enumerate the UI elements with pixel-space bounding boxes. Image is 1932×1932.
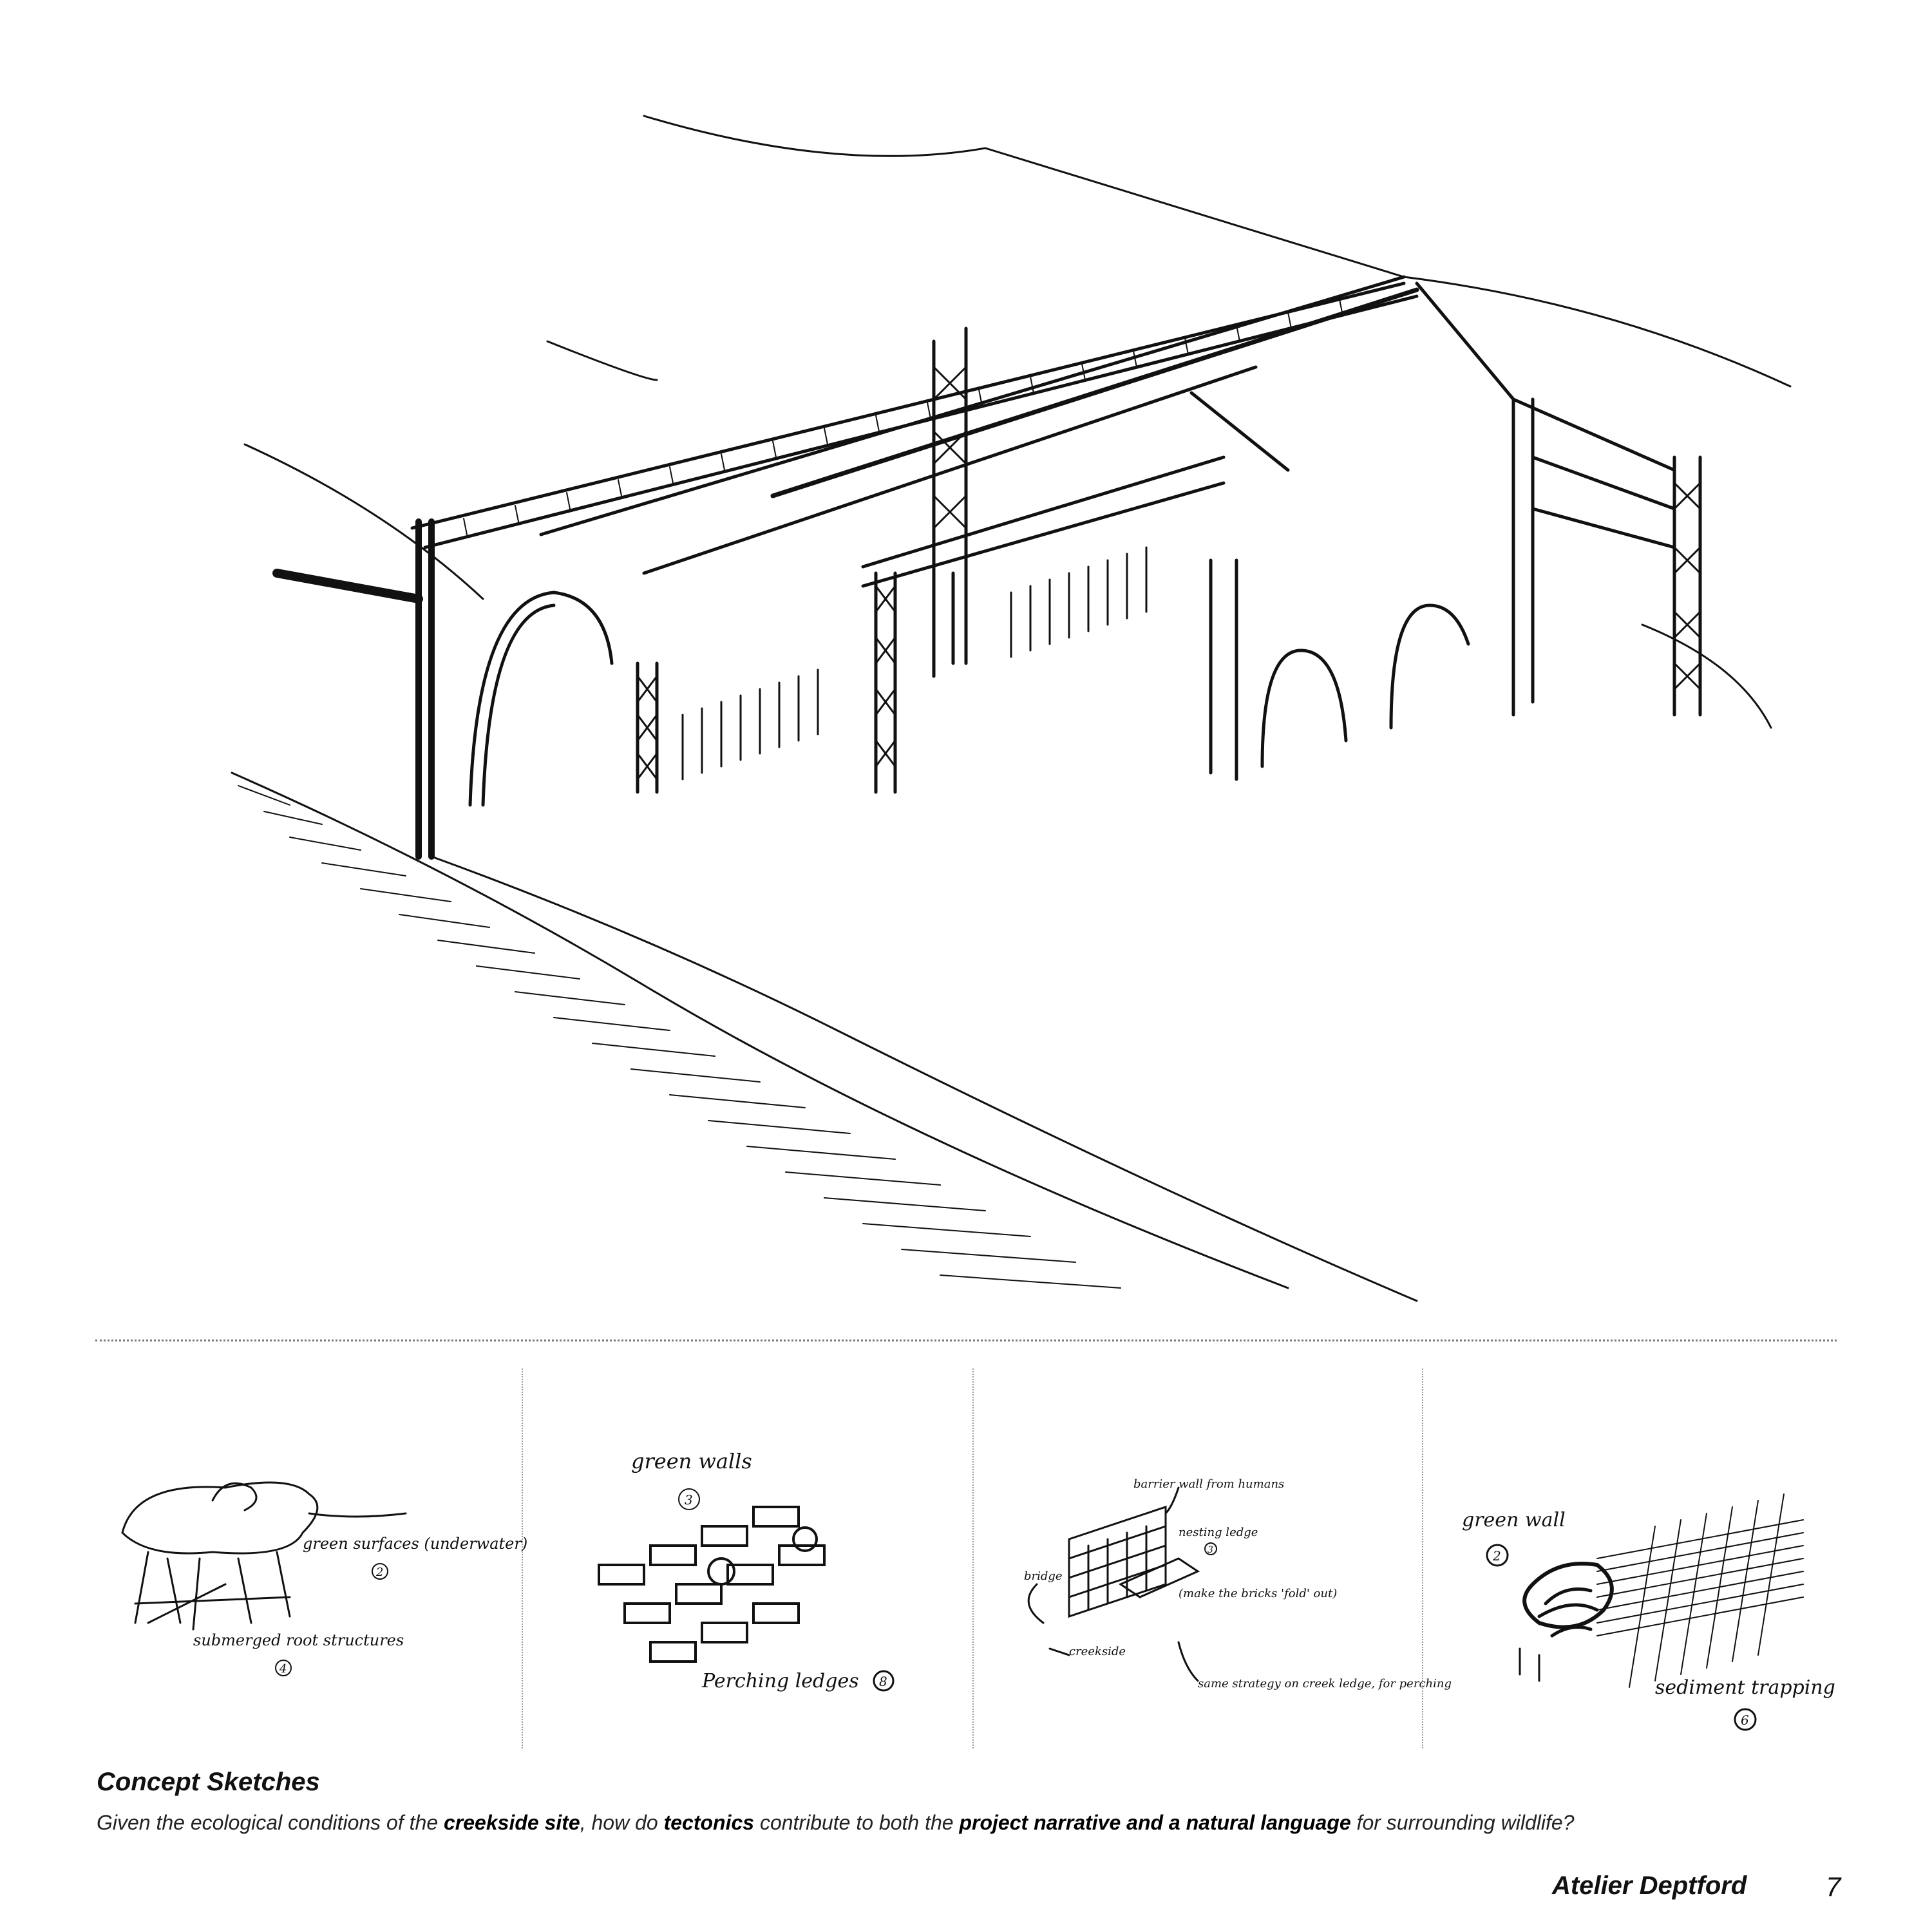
nesting-ledge-sketch-icon [1005,1391,1452,1739]
caption-text: Given the ecological conditions of the creekside site, how do tectonics contribute to both the project narrative and a natural language for surrounding wildlife? [97,1811,1575,1834]
note-number: 8 [879,1674,887,1689]
note-number: 4 [279,1662,287,1676]
note: nesting ledge [1179,1526,1258,1539]
note-number: 2 [376,1566,384,1579]
sediment-trapping-sketch-icon [1443,1391,1855,1739]
note: green surfaces (underwater) [303,1535,528,1553]
thumbnail-sketch-1 [97,1391,528,1739]
note: barrier wall from humans [1133,1477,1285,1491]
note: submerged root structures [193,1631,404,1649]
thumbnail-sketch-2 [547,1391,960,1739]
main-sketch [193,97,1803,1320]
section-divider [95,1340,1837,1341]
page-number: 7 [1826,1871,1841,1902]
note: Perching ledges [702,1670,859,1692]
column-separator [972,1368,974,1748]
column-separator [1422,1368,1423,1748]
thumbnail-sketch-4 [1443,1391,1855,1739]
arched-structure-sketch-icon [193,97,1803,1320]
note: green wall [1462,1509,1566,1531]
note: same strategy on creek ledge, for perching [1198,1677,1452,1690]
note: (make the bricks 'fold' out) [1179,1587,1338,1600]
note: bridge [1024,1569,1063,1583]
column-separator [522,1368,523,1748]
note-number: 3 [1208,1545,1213,1555]
caption-title: Concept Sketches [97,1768,320,1796]
note: green walls [631,1449,752,1473]
submerged-root-structure-sketch-icon [97,1391,528,1739]
perching-ledges-sketch-icon [547,1391,960,1739]
note-number: 2 [1493,1548,1501,1564]
note-number: 3 [685,1492,693,1508]
footer-title: Atelier Deptford [1552,1871,1747,1900]
note: sediment trapping [1655,1676,1835,1699]
thumbnail-sketch-3 [1005,1391,1452,1739]
note-number: 6 [1741,1712,1749,1728]
note: creekside [1069,1645,1126,1658]
